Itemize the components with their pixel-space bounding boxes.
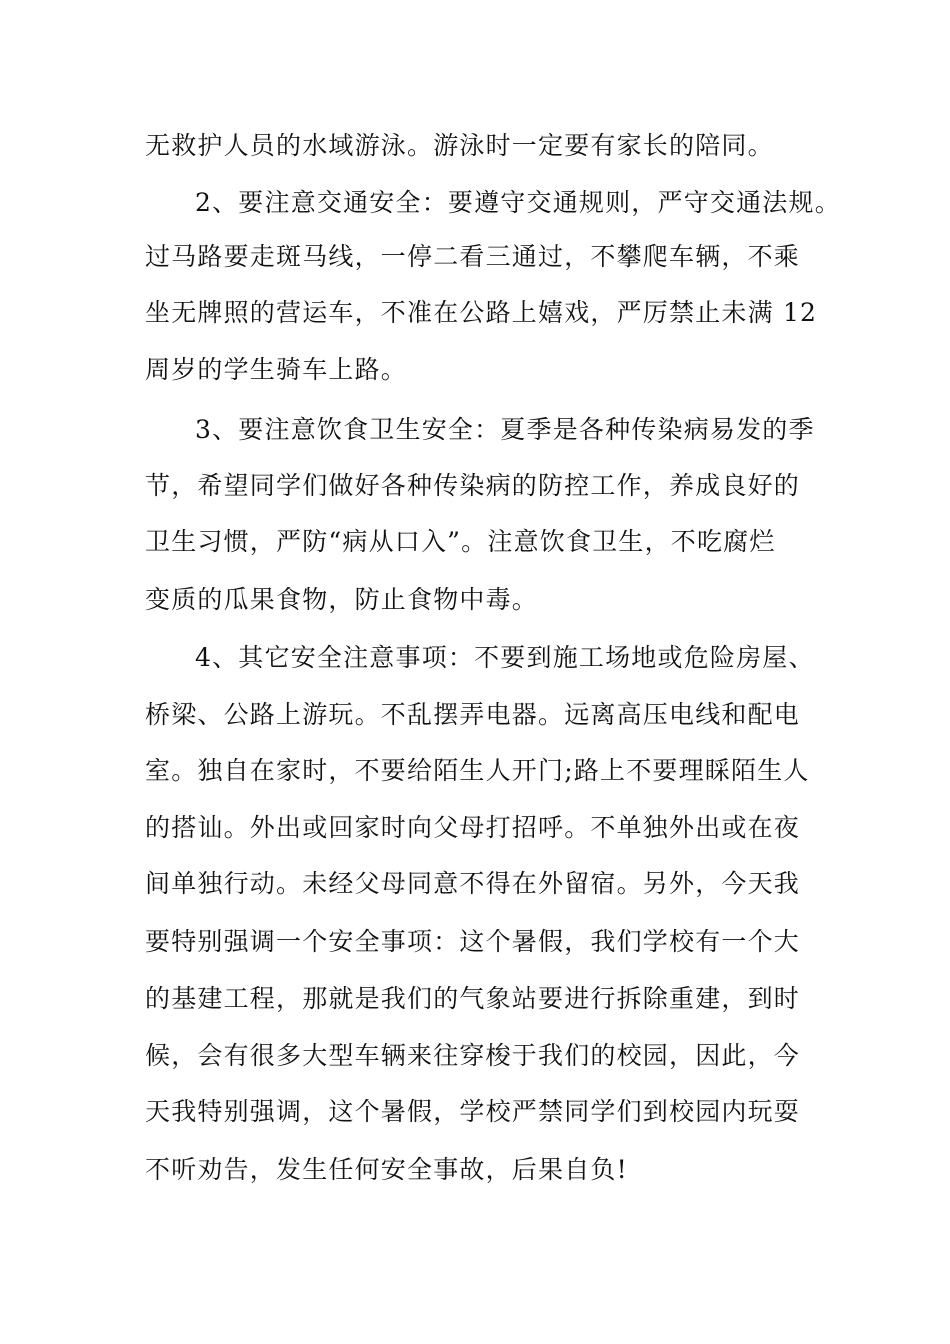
text-line: 间单独行动。未经父母同意不得在外留宿。另外，今天我 [145, 869, 801, 898]
text-line: 天我特别强调，这个暑假，学校严禁同学们到校园内玩耍 [145, 1097, 801, 1126]
text-line: 不听劝告，发生任何安全事故，后果自负! [145, 1155, 628, 1184]
text-line: 坐无牌照的营运车，不准在公路上嬉戏，严厉禁止未满 12 [145, 298, 818, 327]
text-line: 2、要注意交通安全：要遵守交通规则，严守交通法规。 [195, 188, 841, 217]
text-line: 室。独自在家时，不要给陌生人开门;路上不要理睬陌生人 [145, 756, 810, 785]
text-line: 的基建工程，那就是我们的气象站要进行拆除重建，到时 [145, 984, 801, 1013]
text-line: 过马路要走斑马线，一停二看三通过，不攀爬车辆，不乘 [145, 242, 801, 271]
text-line: 4、其它安全注意事项：不要到施工场地或危险房屋、 [195, 643, 815, 672]
text-line: 无救护人员的水域游泳。游泳时一定要有家长的陪同。 [145, 131, 774, 160]
text-line: 3、要注意饮食卫生安全：夏季是各种传染病易发的季 [195, 415, 815, 444]
text-line: 周岁的学生骑车上路。 [145, 355, 408, 384]
text-line: 变质的瓜果食物，防止食物中毒。 [145, 585, 539, 614]
text-line: 卫生习惯，严防“病从口入”。注意饮食卫生，不吃腐烂 [145, 527, 776, 556]
text-line: 桥梁、公路上游玩。不乱摆弄电器。远离高压电线和配电 [145, 700, 801, 729]
text-line: 要特别强调一个安全事项：这个暑假，我们学校有一个大 [145, 927, 801, 956]
text-line: 节，希望同学们做好各种传染病的防控工作，养成良好的 [145, 471, 801, 500]
text-line: 候，会有很多大型车辆来往穿梭于我们的校园，因此，今 [145, 1041, 801, 1070]
text-line: 的搭讪。外出或回家时向父母打招呼。不单独外出或在夜 [145, 813, 801, 842]
